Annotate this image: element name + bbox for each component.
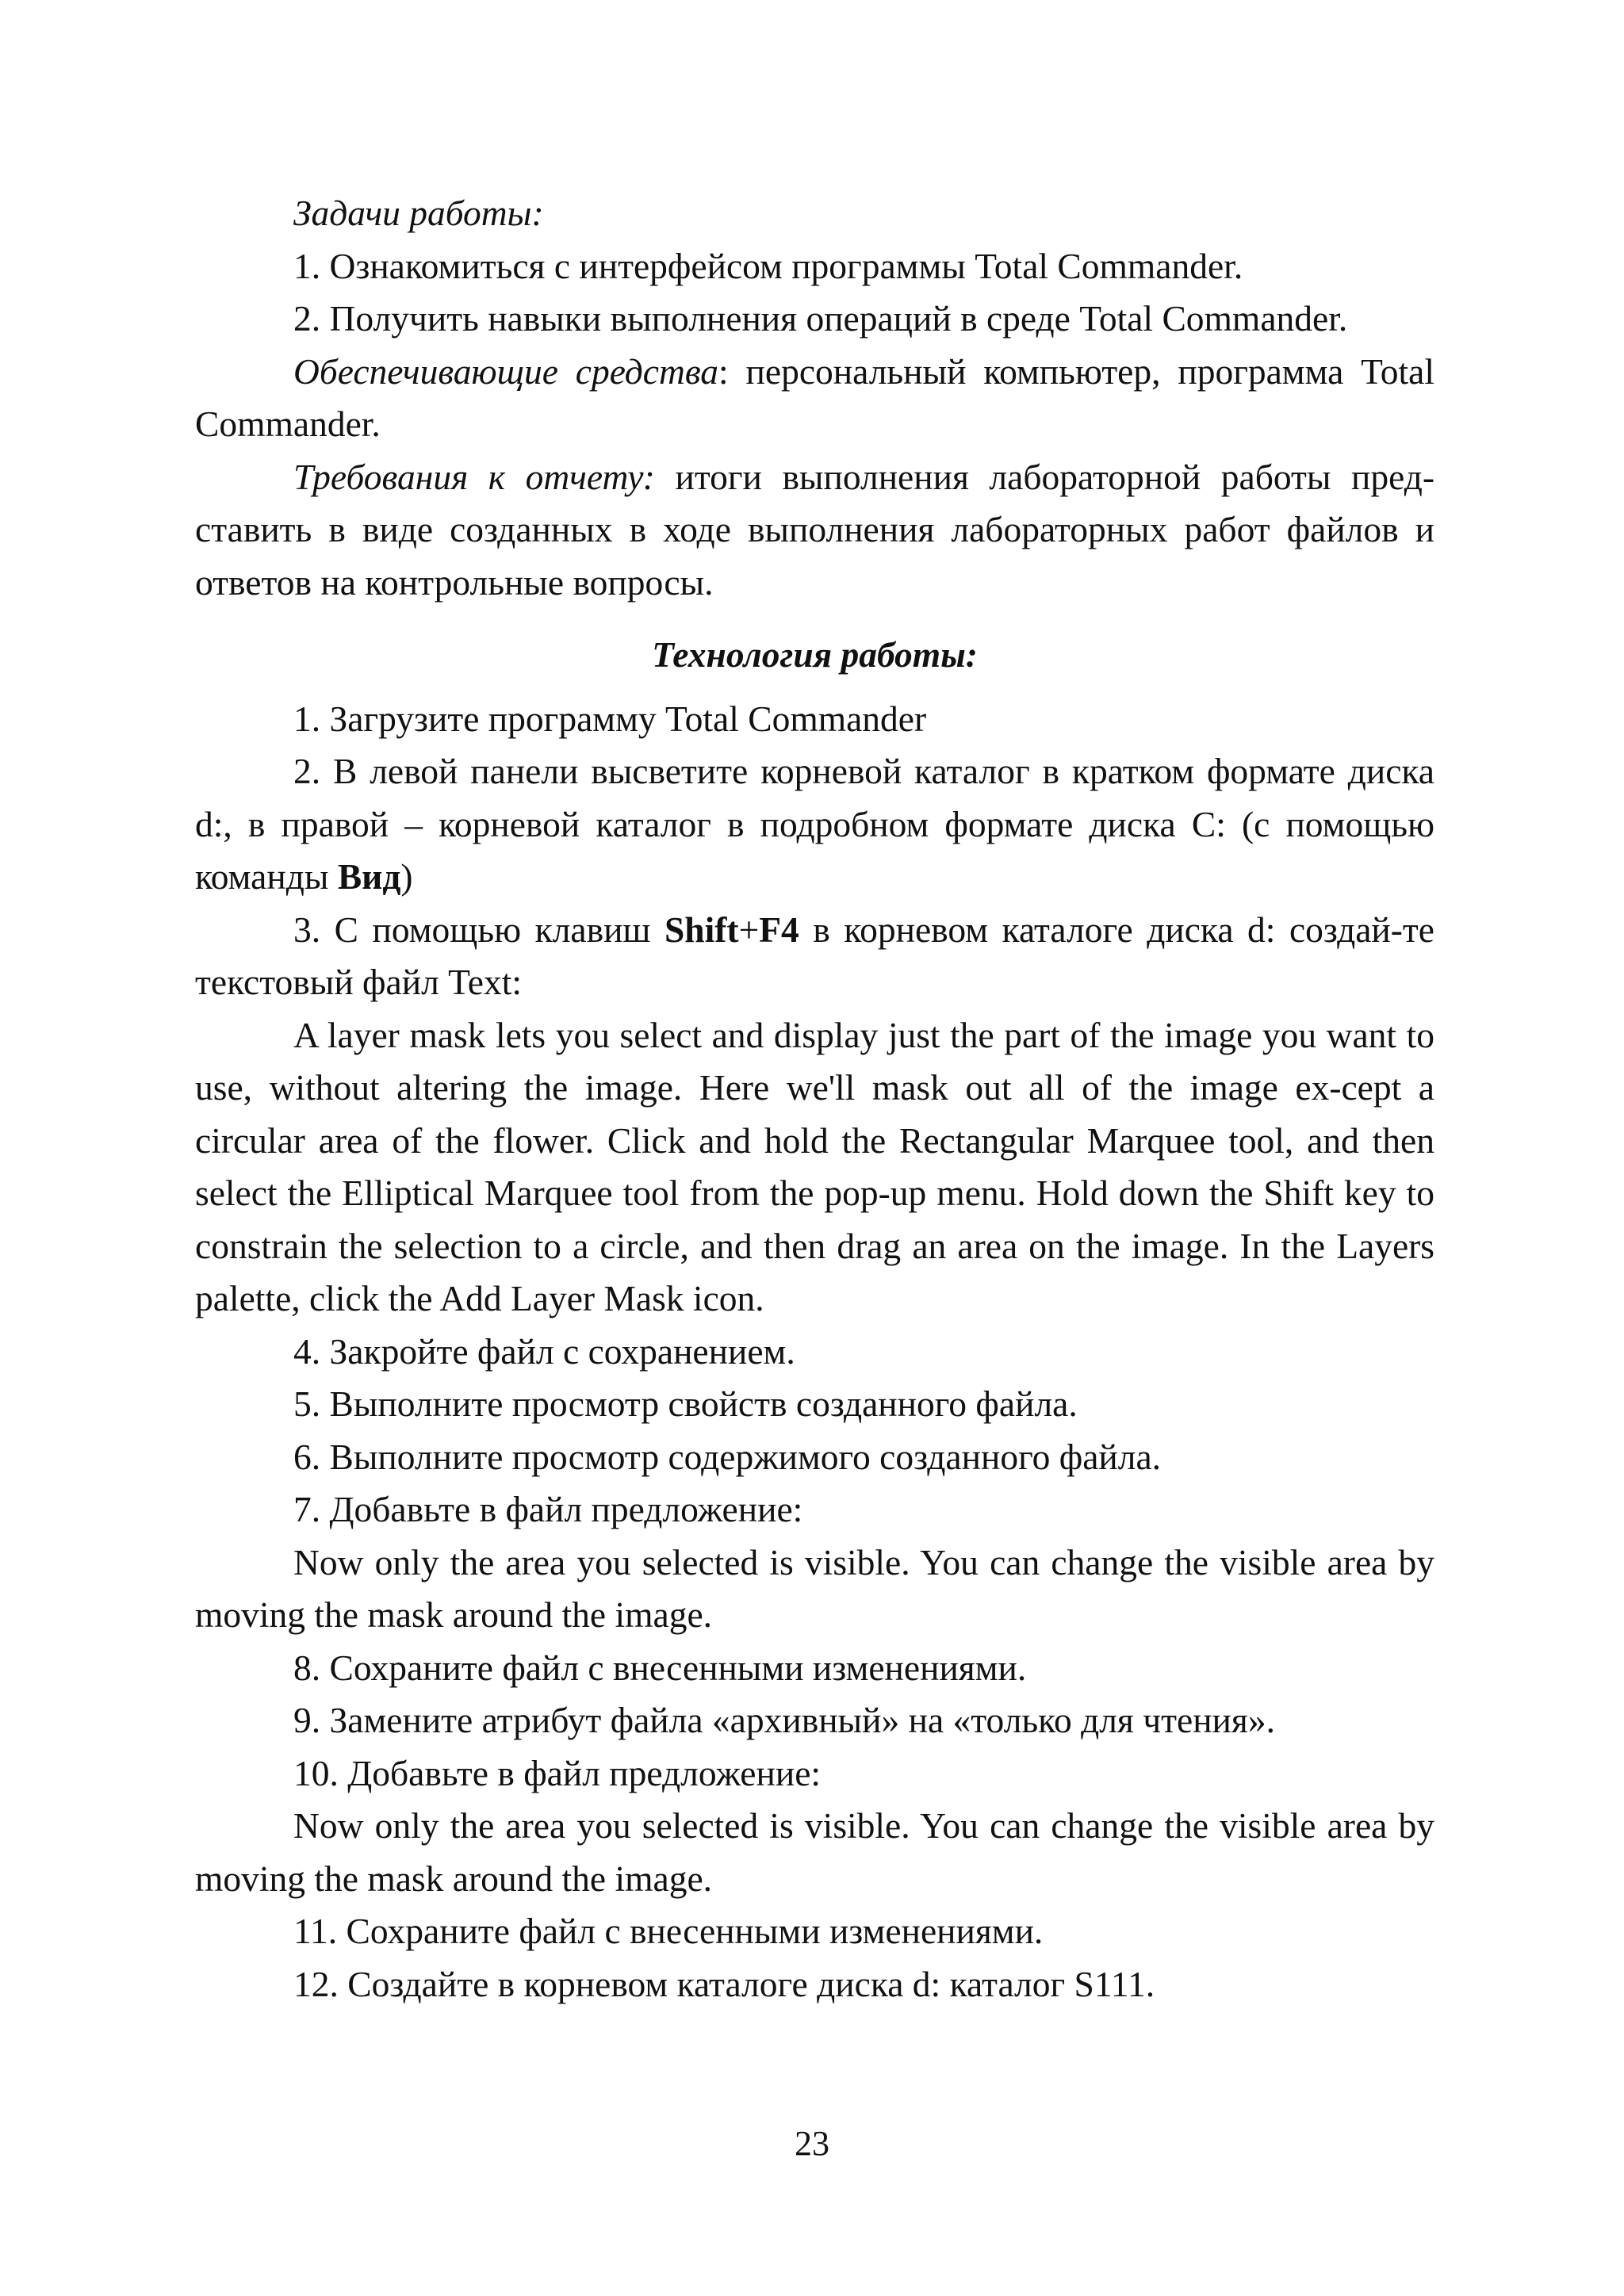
- added-sentence-2: Now only the area you selected is visible. You can change the visible area by moving the mask around the image.: [195, 1805, 1434, 1899]
- step-3-plus: +: [738, 909, 760, 950]
- step-8: 8. Сохраните файл с внесенными изменениями.: [293, 1647, 1027, 1688]
- step-1: 1. Загрузите программу Total Commander: [293, 698, 927, 739]
- added-sentence-1: Now only the area you selected is visible. You can change the visible area by moving the mask around the image.: [195, 1541, 1434, 1635]
- requirements-text: итоги выполнения лабораторной работы пред-ставить в виде созданных в ходе выполнения лабораторных работ файлов и ответов на контрольные вопросы.: [195, 456, 1434, 603]
- technology-heading: Технология работы:: [652, 634, 978, 675]
- step-3-key-shift: Shift: [665, 909, 739, 950]
- requirements-paragraph: [195, 451, 1434, 610]
- step-2-text: 2. В левой панели высветите корневой каталог в кратком формате диска d:, в правой – корневой каталог в подробном формате диска С: (с помощью команды: [195, 751, 1434, 897]
- objective-item-2: 2. Получить навыки выполнения операций в среде Total Commander.: [293, 298, 1348, 339]
- means-label: Обеспечивающие средства: [293, 350, 719, 392]
- step-9: 9. Замените атрибут файла «архивный» на «только для чтения».: [293, 1700, 1275, 1740]
- page-number: 23: [795, 2124, 829, 2163]
- step-3-key-f4: F4: [759, 909, 799, 950]
- layer-mask-text: A layer mask lets you select and display just the part of the image you want to use, without altering the image. Here we'll mask out all of the image ex-cept a circular area of the flower. Click and hold the Rectangular Marquee tool, and then select the Elliptical Marquee tool from the pop-up menu. Hold down the Shift key to constrain the selection to a circle, and then drag an area on the image. In the Layers palette, click the Add Layer Mask icon.: [195, 1014, 1434, 1318]
- means-paragraph: [195, 346, 1434, 451]
- step-11: 11. Сохраните файл с внесенными изменениями.: [293, 1911, 1044, 1951]
- step-12: 12. Создайте в корневом каталоге диска d: каталог S111.: [293, 1963, 1155, 2004]
- step-3-before: 3. С помощью клавиш: [293, 909, 665, 950]
- step-2-bold: Вид: [337, 856, 401, 897]
- means-text: : персональный компьютер, программа Total Commander.: [195, 350, 1434, 444]
- step-3-after: в корневом каталоге диска d: создай-те текстовый файл Text:: [195, 909, 1434, 1002]
- step-6: 6. Выполните просмотр содержимого созданного файла.: [293, 1436, 1162, 1477]
- requirements-label: Требования к отчету:: [293, 456, 655, 497]
- step-2-end: ): [400, 856, 413, 897]
- step-3: [195, 904, 1434, 1009]
- step-7: 7. Добавьте в файл предложение:: [293, 1489, 803, 1529]
- step-5: 5. Выполните просмотр свойств созданного файла.: [293, 1383, 1078, 1424]
- step-10: 10. Добавьте в файл предложение:: [293, 1752, 822, 1793]
- document-body: [195, 187, 1434, 2011]
- step-2: [195, 745, 1434, 904]
- step-4: 4. Закройте файл с сохранением.: [293, 1330, 795, 1372]
- objectives-label: Задачи работы:: [293, 193, 544, 233]
- objective-item-1: 1. Ознакомиться с интерфейсом программы Total Commander.: [293, 245, 1243, 286]
